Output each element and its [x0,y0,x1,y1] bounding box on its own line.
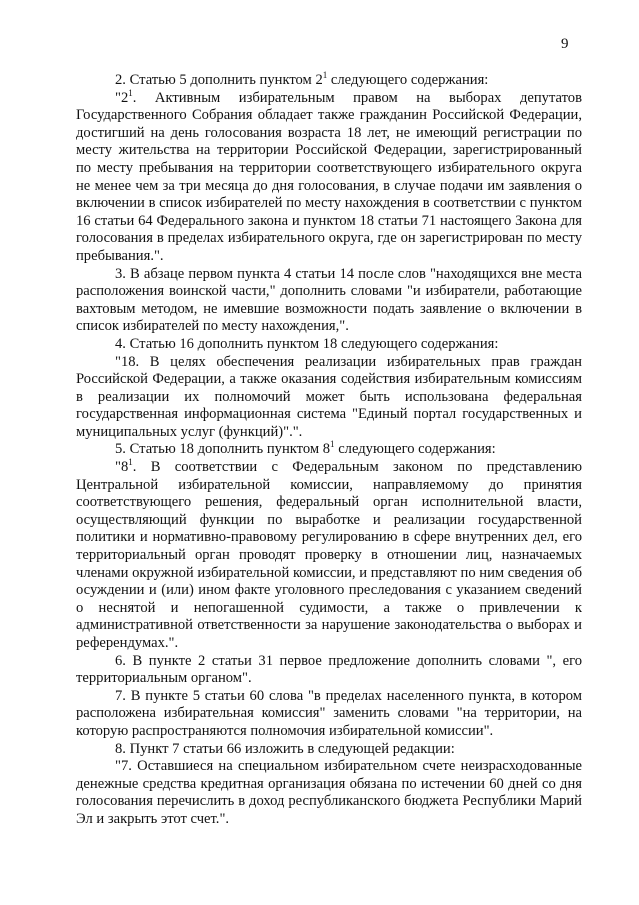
paragraph-text: "8 [115,459,129,476]
paragraph-text: 5. Статью 18 дополнить пунктом 8 [115,441,331,458]
document-body [76,72,582,829]
paragraph-item-2 [76,72,582,90]
paragraph-text: "2 [115,89,129,106]
paragraph-text: 8. Пункт 7 статьи 66 изложить в следующей редакции: [115,740,455,757]
paragraph-text: 3. В абзаце первом пункта 4 статьи 14 после слов "находящихся вне места расположения воинской части," дополнить словами "и избиратели, работающие вахтовым методом, не имевшие возможности подать заявление о включении в список избирателей по месту нахождения,". [76,265,582,335]
paragraph-text: следующего содержания: [334,441,496,458]
paragraph-item-6 [76,653,582,688]
paragraph-new-point-7 [76,758,582,828]
paragraph-item-7 [76,688,582,741]
paragraph-text: "7. Оставшиеся на специальном избирательном счете неизрасходованные денежные средства кредитная организация обязана по истечении 60 дней со дня голосования перечислить в доход республиканского бюджета Республики Марий Эл и закрыть этот счет.". [76,758,582,827]
paragraph-text: "18. В целях обеспечения реализации избирательных прав граждан Российской Федерации, а также оказания содействия избирательным комиссиям в реализации их полномочий может быть использована федеральная государственная информационная система "Единый портал государственных и муниципальных услуг (функций)".". [76,353,582,440]
paragraph-text: 7. В пункте 5 статьи 60 слова "в пределах населенного пункта, в котором расположена избирательная комиссия" заменить словами "на территории, на которую распространяются полномочия избирательной комиссии". [76,687,582,739]
paragraph-item-4 [76,336,582,354]
paragraph-new-point-8-1 [76,459,582,653]
superscript: 1 [128,87,133,98]
paragraph-text: 4. Статью 16 дополнить пунктом 18 следующего содержания: [115,335,499,352]
paragraph-text: следующего содержания: [327,72,489,88]
paragraph-new-point-18 [76,354,582,442]
paragraph-item-3 [76,266,582,336]
superscript: 1 [330,439,335,450]
paragraph-text: . Активным избирательным правом на выборах депутатов Государственного Собрания обладает также гражданин Российской Федерации, достигший на день голосования возраста 18 лет, не имеющий регистрации по месту жительства на территории Российской Федерации, зарегистрированный по месту пребывания на территории соответствующего избирательного округа не менее чем за три месяца до дня голосования, в случае подачи им заявления о включении в список избирателей по месту нахождения в соответствии с пунктом 16 статьи 64 Федерального закона и пунктом 18 статьи 71 настоящего Закона для голосования в пределах избирательного округа, где он зарегистрирован по месту пребывания.". [76,89,582,264]
paragraph-item-8 [76,741,582,759]
superscript: 1 [322,70,328,81]
paragraph-new-point-2-1 [76,87,582,266]
superscript: 1 [128,457,133,468]
paragraph-item-5 [76,441,582,459]
paragraph-text: . В соответствии с Федеральным законом по представлению Центральной избирательной комиссии, направляемому до принятия соответствующего решения, федеральный орган исполнительной власти, осуществляющий функции по выработке и реализации государственной политики и нормативно-правовому регулированию в сфере внутренних дел, его территориальный орган проводят проверку в отношении лиц, назначаемых членами окружной избирательной комиссии, и представляют по ним сведения об осуждении и (или) ином факте уголовного преследования с указанием сведений о неснятой и непогашенной судимости, а также о привлечении к административной ответственности за нарушение законодательства о выборах и референдумах.". [76,459,582,651]
paragraph-text: 2. Статью 5 дополнить пунктом 2 [115,72,323,88]
paragraph-text: 6. В пункте 2 статьи 31 первое предложение дополнить словами ", его территориальным органом". [76,652,582,687]
page-number: 9 [561,36,569,52]
